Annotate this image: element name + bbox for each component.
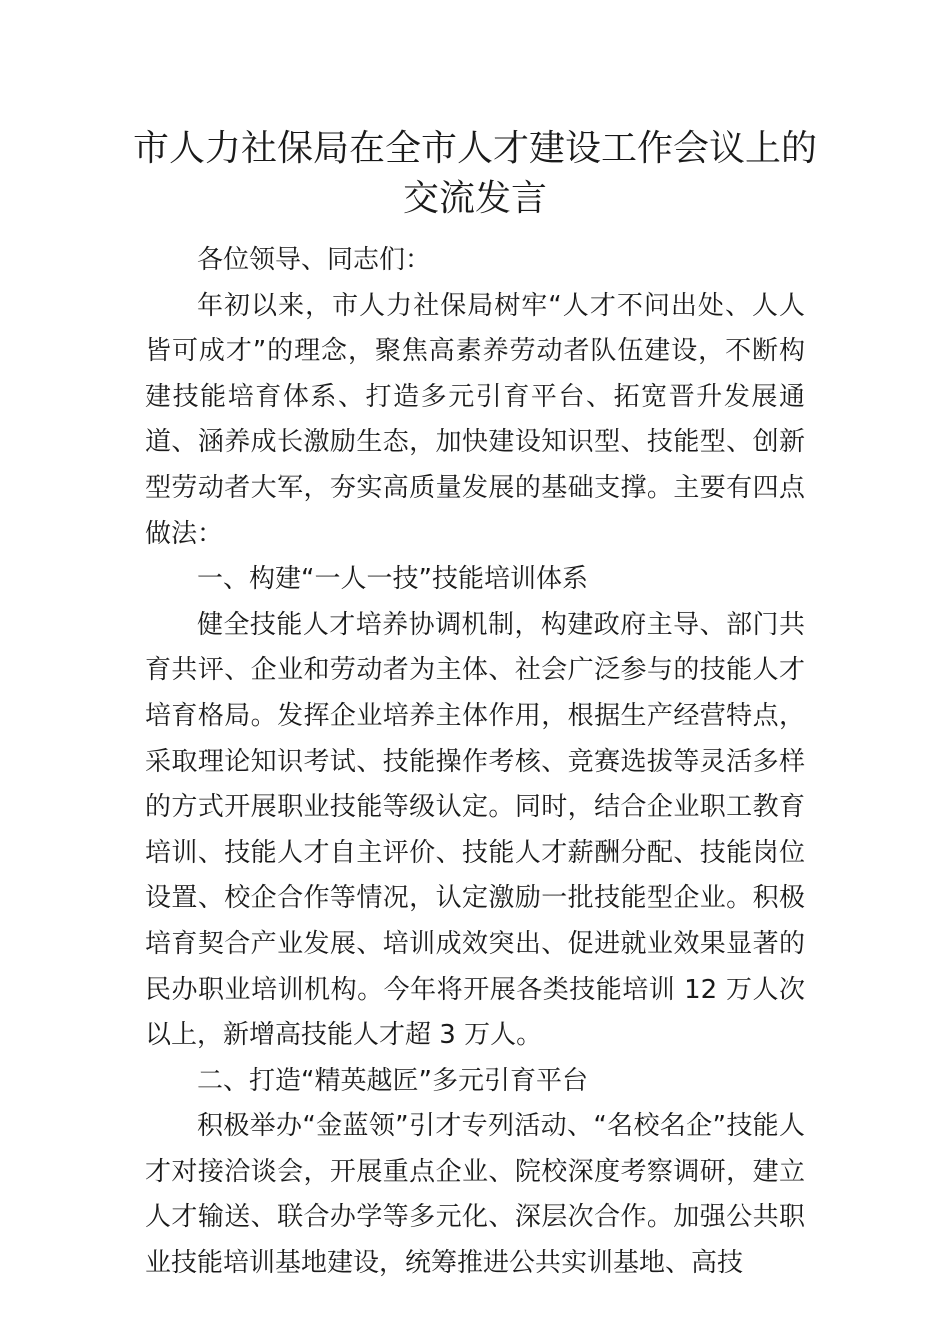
paragraph-intro: 年初以来，市人力社保局树牢“人才不问出处、人人皆可成才”的理念，聚焦高素养劳动者队伍建设，不断构建技能培育体系、打造多元引育平台、拓宽晋升发展通道、涵养成长激励生态，加快建设知识型、技能型、创新型劳动者大军，夯实高质量发展的基础支撑。主要有四点做法：	[145, 290, 805, 549]
section-heading-1: 一、构建“一人一技”技能培训体系	[197, 564, 588, 595]
document-body	[145, 238, 805, 1287]
paragraph-section-2: 积极举办“金蓝领”引才专列活动、“名校名企”技能人才对接洽谈会，开展重点企业、院校深度考察调研，建立人才输送、联合办学等多元化、深层次合作。加强公共职业技能培训基地建设，统筹推进公共实训基地、高技	[145, 1111, 805, 1279]
salutation: 各位领导、同志们：	[197, 245, 432, 275]
paragraph-section-1: 健全技能人才培养协调机制，构建政府主导、部门共育共评、企业和劳动者为主体、社会广泛参与的技能人才培育格局。发挥企业培养主体作用，根据生产经营特点，采取理论知识考试、技能操作考核、竞赛选拔等灵活多样的方式开展职业技能等级认定。同时，结合企业职工教育培训、技能人才自主评价、技能人才薪酬分配、技能岗位设置、校企合作等情况，认定激励一批技能型企业。积极培育契合产业发展、培训成效突出、促进就业效果显著的民办职业培训机构。今年将开展各类技能培训 12 万人次以上，新增高技能人才超 3 万人。	[145, 609, 805, 1051]
document-title: 市人力社保局在全市人才建设工作会议上的交流发言	[132, 128, 817, 219]
section-heading-2: 二、打造“精英越匠”多元引育平台	[197, 1065, 588, 1096]
